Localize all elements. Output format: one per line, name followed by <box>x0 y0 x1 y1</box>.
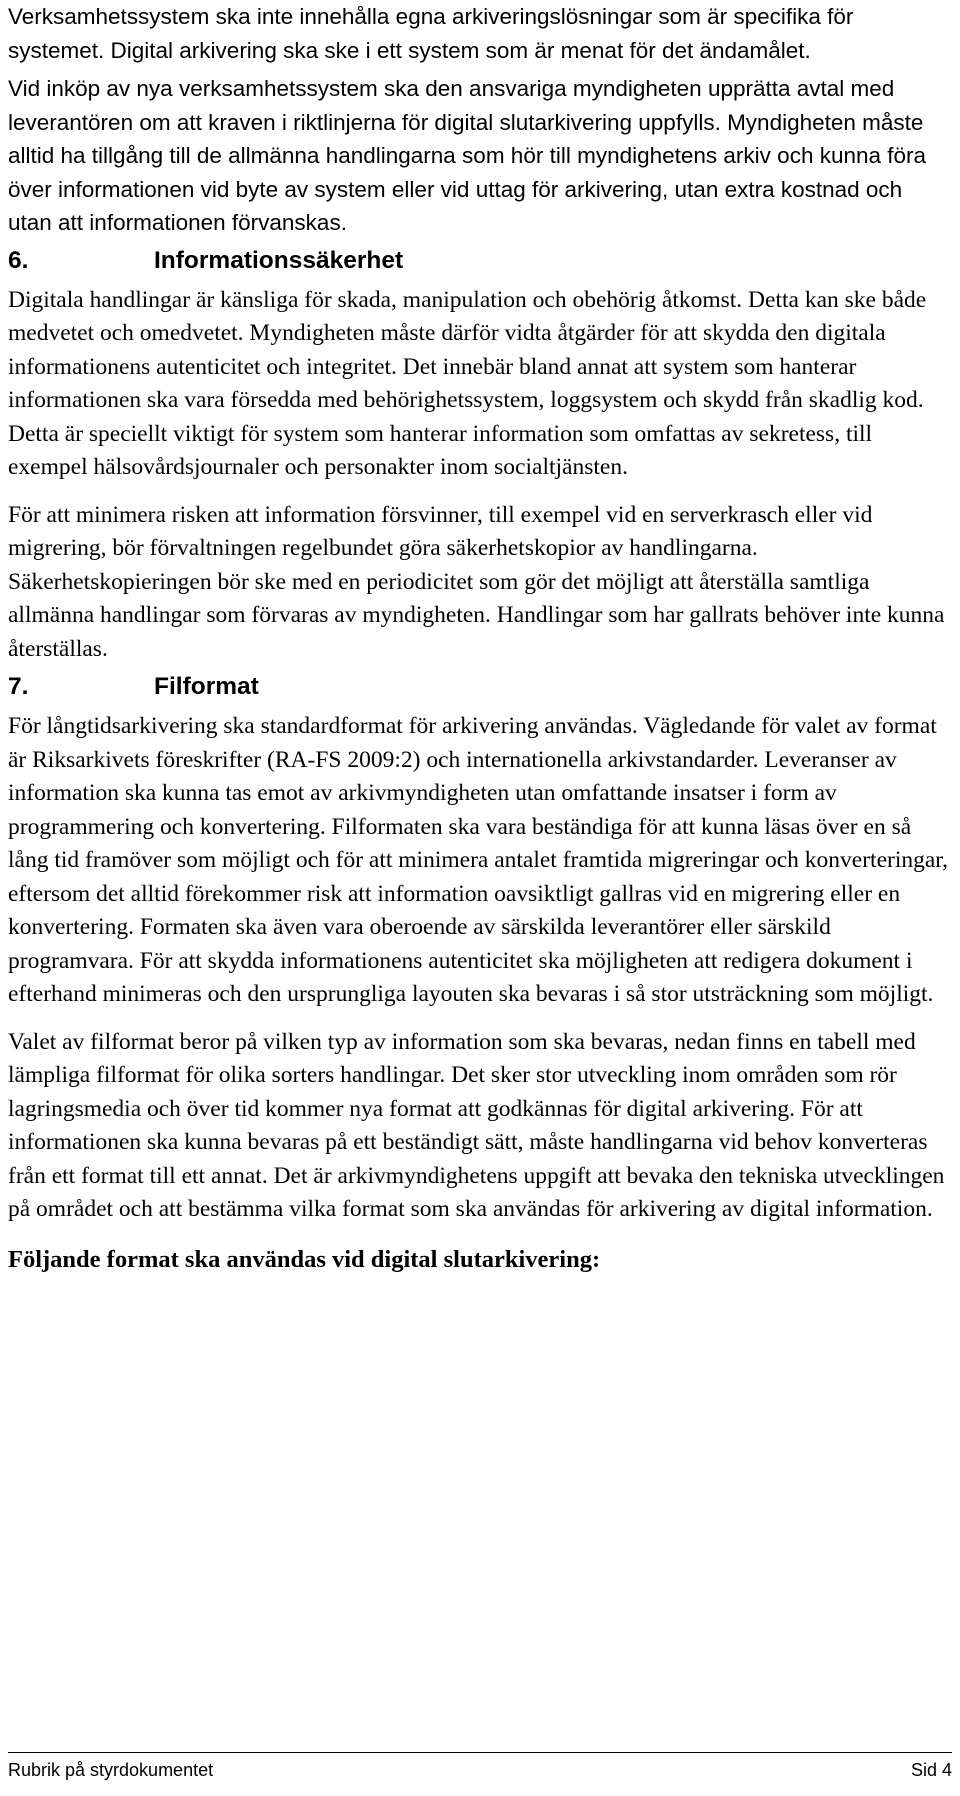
intro-paragraph-1: Verksamhetssystem ska inte innehålla egna arkiveringslösningar som är specifika för systemet. Digital arkivering ska ske i ett system som är menat för det ändamålet. <box>8 4 854 63</box>
section-7-heading <box>8 672 952 702</box>
section-6-heading <box>8 246 952 276</box>
section-6-paragraph-2: För att minimera risken att information försvinner, till exempel vid en serverkrasch eller vid migrering, bör förvaltningen regelbundet göra säkerhetskopior av handlingarna. Säkerhetskopieringen bör ske med en periodicitet som gör det möjligt att återställa samtliga allmänna handlingar som förvaras av myndigheten. Handlingar som har gallrats behöver inte kunna återställas. <box>8 501 945 662</box>
footer-divider <box>8 1752 952 1753</box>
section-7-paragraph-1: För långtidsarkivering ska standardformat för arkivering användas. Vägledande för valet av format är Riksarkivets föreskrifter (RA-FS 2009:2) och internationella arkivstandarder. Leveranser av information ska kunna tas emot av arkivmyndigheten utan omfattande insatser i form av programmering och konvertering. Filformaten ska vara beständiga för att kunna läsas över en så lång tid framöver som möjligt och för att minimera antalet framtida migreringar och konverteringar, eftersom det alltid förekommer risk att information oavsiktligt gallras vid en migrering eller en konvertering. Formaten ska även vara oberoende av särskilda leverantörer eller särskild programvara. För att skydda informationens autenticitet ska möjligheten att redigera dokument i efterhand minimeras och den ursprungliga layouten ska bevaras i så stor utsträckning som möjligt. <box>8 713 949 1007</box>
document-page <box>8 0 952 1277</box>
footer-page-number: Sid 4 <box>910 1760 952 1780</box>
page-footer <box>8 1759 952 1781</box>
section-6-title: Informationssäkerhet <box>154 246 404 274</box>
footer-document-title: Rubrik på styrdokumentet <box>8 1760 214 1780</box>
section-6-paragraph-1: Digitala handlingar är känsliga för skada, manipulation och obehörig åtkomst. Detta kan ske både medvetet och omedvetet. Myndigheten måste därför vidta åtgärder för att skydda den digitala informationens autenticitet och integritet. Det innebär bland annat att system som hanterar informationen ska vara försedda med behörighetssystem, loggsystem och skydd från skadlig kod. Detta är speciellt viktigt för system som hanterar information som omfattas av sekretess, till exempel hälsovårdsjournaler och personakter inom socialtjänsten. <box>8 286 927 480</box>
section-6-number: 6. <box>8 246 29 274</box>
intro-paragraph-2: Vid inköp av nya verksamhetssystem ska den ansvariga myndigheten upprätta avtal med leverantören om att kraven i riktlinjerna för digital slutarkivering uppfylls. Myndigheten måste alltid ha tillgång till de allmänna handlingarna som hör till myndighetens arkiv och kunna föra över informationen vid byte av system eller vid uttag för arkivering, utan extra kostnad och utan att informationen förvanskas. <box>8 76 927 235</box>
section-7-paragraph-2: Valet av filformat beror på vilken typ av information som ska bevaras, nedan finns en tabell med lämpliga filformat för olika sorters handlingar. Det sker stor utveckling inom områden som rör lagringsmedia och över tid kommer nya format att godkännas för digital arkivering. För att informationen ska kunna bevaras på ett beständigt sätt, måste handlingarna vid behov konverteras från ett format till ett annat. Det är arkivmyndighetens uppgift att bevaka den tekniska utvecklingen på området och att bestämma vilka format som ska användas för arkivering av digital information. <box>8 1028 945 1222</box>
section-7-number: 7. <box>8 673 29 700</box>
section-7-closing: Följande format ska användas vid digital slutarkivering: <box>8 1245 601 1273</box>
section-7-title: Filformat <box>154 673 259 700</box>
